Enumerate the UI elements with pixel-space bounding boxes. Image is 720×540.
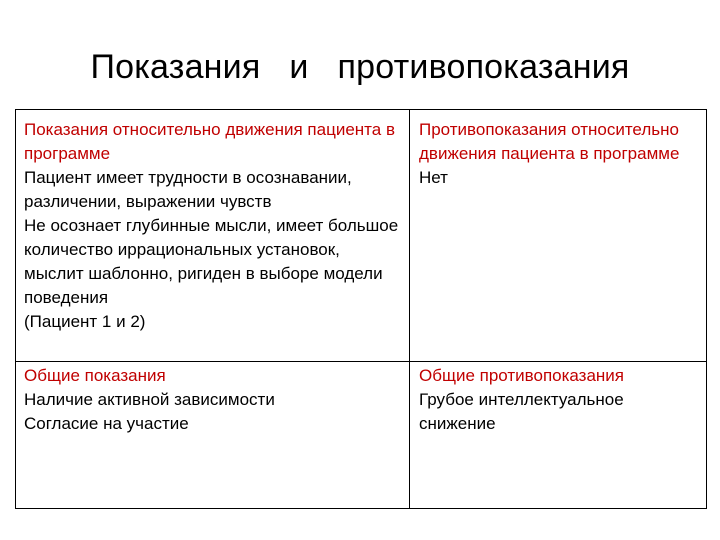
- indications-table: [15, 109, 707, 509]
- cell-line: (Пациент 1 и 2): [24, 312, 146, 331]
- row-divider: [16, 361, 706, 362]
- cell-program-indications: [24, 118, 404, 334]
- cell-heading: Показания относительно движения пациента в программе: [24, 120, 395, 163]
- cell-line: Грубое интеллектуальное снижение: [419, 390, 624, 433]
- cell-general-indications: [24, 364, 404, 436]
- slide-title: Показания и противопоказания: [90, 48, 630, 86]
- cell-line: Не осознает глубинные мысли, имеет большое количество иррациональных установок, мыслит шаблонно, ригиден в выборе модели поведения: [24, 216, 399, 307]
- cell-general-contraindications: [419, 364, 699, 436]
- cell-heading: Общие показания: [24, 366, 166, 385]
- cell-line: Согласие на участие: [24, 414, 189, 433]
- cell-line: Наличие активной зависимости: [24, 390, 275, 409]
- cell-line: Пациент имеет трудности в осознавании, различении, выражении чувств: [24, 168, 352, 211]
- cell-heading: Общие противопоказания: [419, 366, 625, 385]
- cell-heading: Противопоказания относительно движения пациента в программе: [419, 120, 680, 163]
- column-divider: [409, 110, 410, 508]
- cell-line: Нет: [419, 168, 448, 187]
- cell-program-contraindications: [419, 118, 699, 190]
